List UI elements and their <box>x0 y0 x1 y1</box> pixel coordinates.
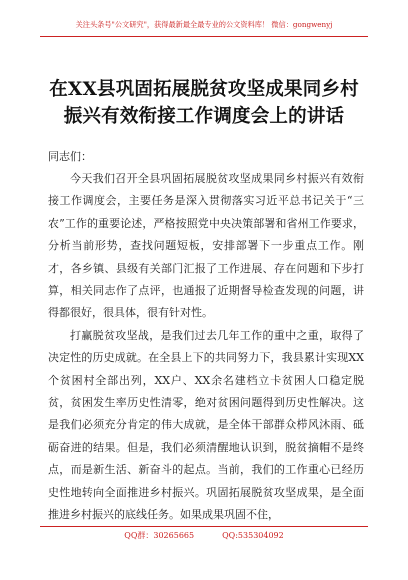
qq-number: QQ:535304092 <box>222 531 284 540</box>
header-divider <box>40 36 368 37</box>
body-paragraph: 打赢脱贫攻坚战，是我们过去几年工作的重中之重，取得了决定性的历史成就。在全县上下的共同努力下，我县累计实现XX个贫困村全部出列，XX户、XX余名建档立卡贫困人口稳定脱贫，贫困发生率历史性清零，绝对贫困问题得到历史性解决。这是我们必须充分肯定的伟大成就，是全体干部群众栉风沐雨、砥砺奋进的结果。但是，我们必须清醒地认识到，脱贫摘帽不是终点，而是新生活、新奋斗的起点。当前，我们的工作重心已经历史性地转向全面推进乡村振兴。巩固拓展脱贫攻坚成果，是全面推进乡村振兴的底线任务。如果成果巩固不住， <box>48 328 364 522</box>
qq-group-number: QQ群：30265665 <box>124 531 195 540</box>
body-paragraph: 今天我们召开全县巩固拓展脱贫攻坚成果同乡村振兴有效衔接工作调度会，主要任务是深入贯彻落实习近平总书记关于“三农”工作的重要论述，严格按照党中央决策部署和省州工作要求，分析当前形势，查找问题短板，安排部署下一步重点工作。刚才，各乡镇、县级有关部门汇报了工作进展、存在问题和下步打算，相关同志作了点评，也通报了近期督导检查发现的问题，讲得都很好，很具体，很有针对性。 <box>48 172 364 320</box>
document-body <box>48 168 364 527</box>
footer-divider <box>40 526 368 527</box>
header-notice: 关注头条号"公文研究"，获得最新最全最专业的公文资料库！ 微信：gongwenyj <box>75 20 333 29</box>
footer-contact <box>0 530 408 541</box>
salutation: 同志们： <box>48 150 92 163</box>
document-title: 在XX县巩固拓展脱贫攻坚成果同乡村振兴有效衔接工作调度会上的讲话 <box>49 79 359 127</box>
